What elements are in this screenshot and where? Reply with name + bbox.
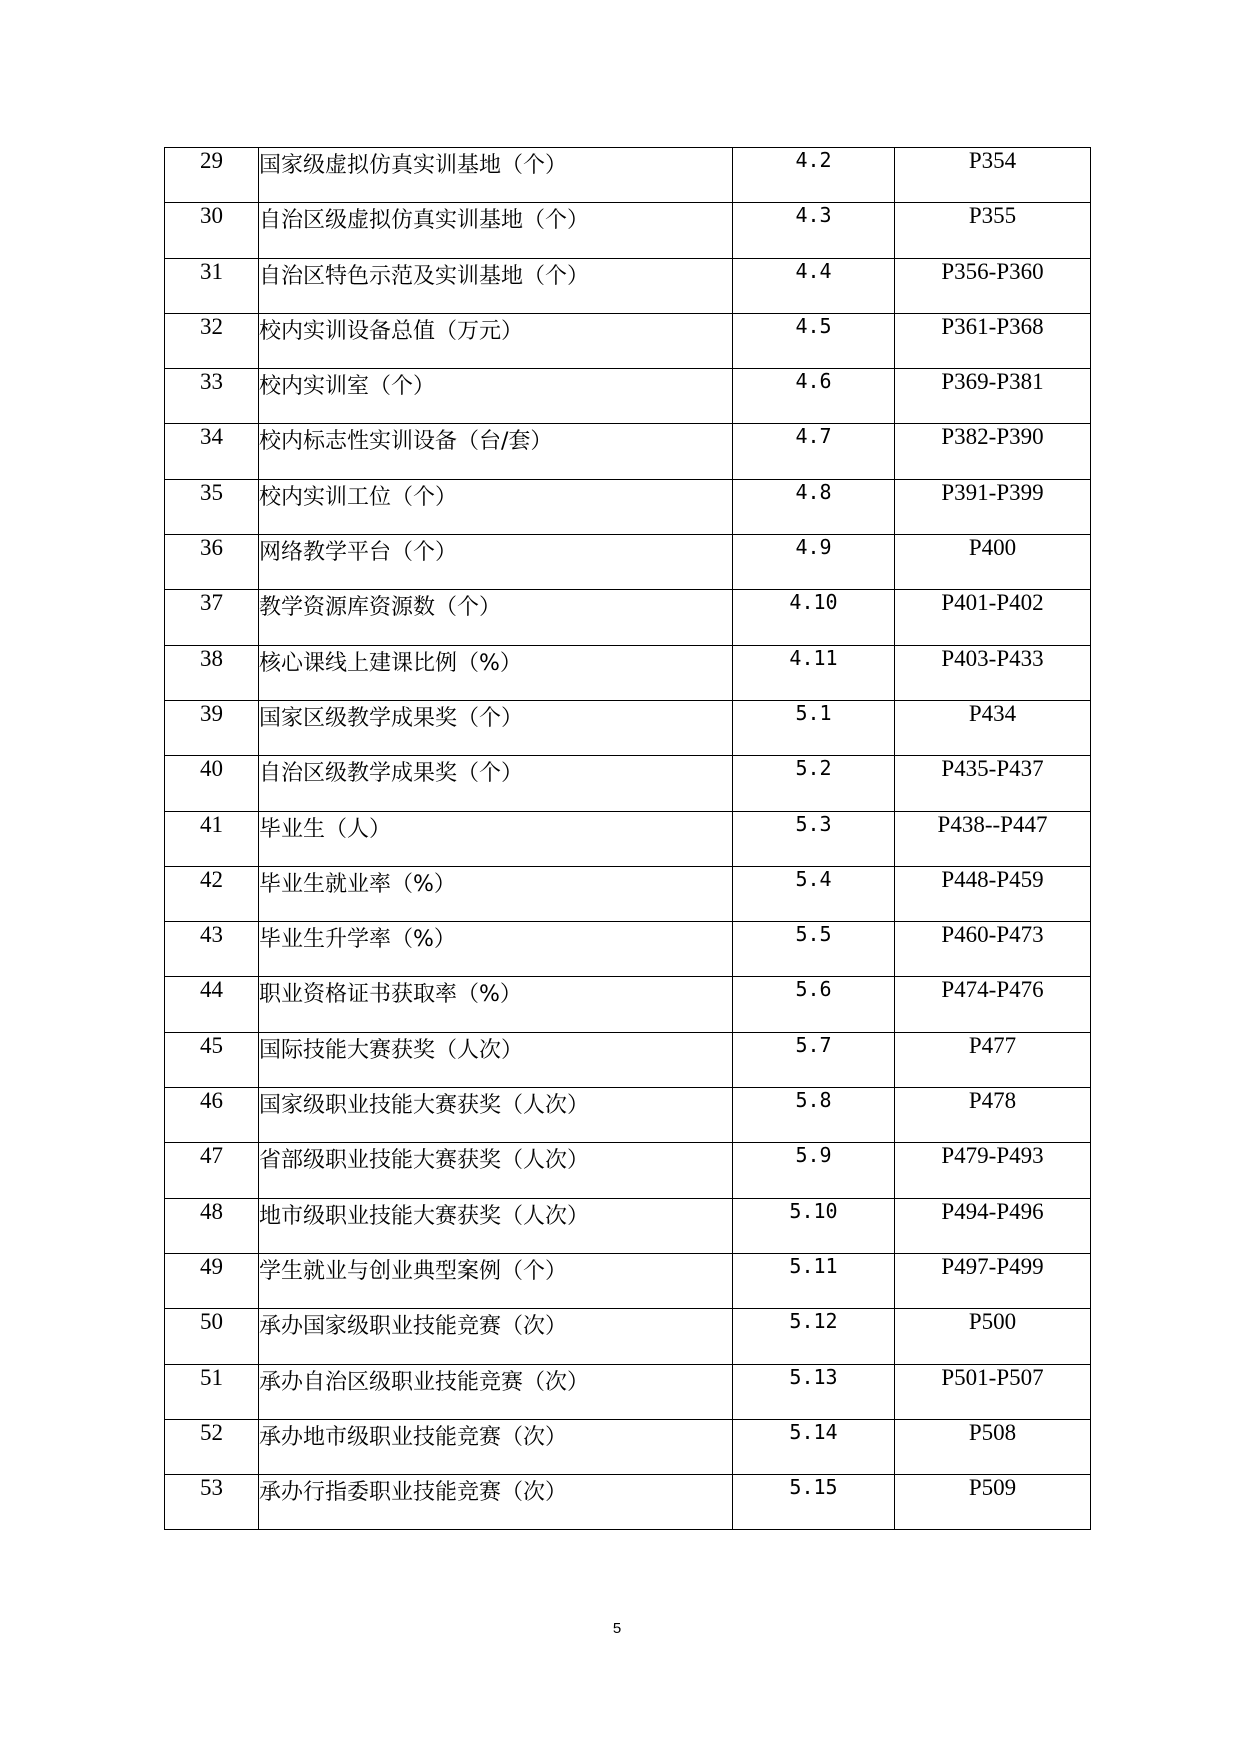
row-number: 40 xyxy=(165,756,259,811)
table-row xyxy=(165,922,1091,977)
indicator-name: 地市级职业技能大赛获奖（人次） xyxy=(259,1198,733,1253)
page-range: P369-P381 xyxy=(895,369,1091,424)
row-number: 36 xyxy=(165,535,259,590)
table-row xyxy=(165,479,1091,534)
section-number: 4.6 xyxy=(733,369,895,424)
page-range: P391-P399 xyxy=(895,479,1091,534)
indicator-name: 省部级职业技能大赛获奖（人次） xyxy=(259,1143,733,1198)
section-number: 5.11 xyxy=(733,1253,895,1308)
table-row xyxy=(165,590,1091,645)
row-number: 38 xyxy=(165,645,259,700)
table-row xyxy=(165,424,1091,479)
row-number: 50 xyxy=(165,1309,259,1364)
table-row xyxy=(165,1143,1091,1198)
page-range: P438--P447 xyxy=(895,811,1091,866)
table-row xyxy=(165,313,1091,368)
section-number: 5.6 xyxy=(733,977,895,1032)
table-row xyxy=(165,1309,1091,1364)
row-number: 48 xyxy=(165,1198,259,1253)
section-number: 5.12 xyxy=(733,1309,895,1364)
page-range: P403-P433 xyxy=(895,645,1091,700)
indicator-name: 自治区级虚拟仿真实训基地（个） xyxy=(259,203,733,258)
section-number: 5.3 xyxy=(733,811,895,866)
section-number: 4.10 xyxy=(733,590,895,645)
table-row xyxy=(165,700,1091,755)
row-number: 37 xyxy=(165,590,259,645)
page-range: P435-P437 xyxy=(895,756,1091,811)
indicator-name: 自治区特色示范及实训基地（个） xyxy=(259,258,733,313)
page-number: 5 xyxy=(612,1620,622,1637)
row-number: 42 xyxy=(165,866,259,921)
indicator-name: 教学资源库资源数（个） xyxy=(259,590,733,645)
indicator-name: 承办自治区级职业技能竞赛（次） xyxy=(259,1364,733,1419)
indicator-name: 国家级虚拟仿真实训基地（个） xyxy=(259,148,733,203)
table-row xyxy=(165,1198,1091,1253)
indicator-name: 核心课线上建课比例（%） xyxy=(259,645,733,700)
page-range: P434 xyxy=(895,700,1091,755)
table-row xyxy=(165,203,1091,258)
section-number: 5.2 xyxy=(733,756,895,811)
section-number: 5.5 xyxy=(733,922,895,977)
indicator-name: 承办行指委职业技能竞赛（次） xyxy=(259,1475,733,1530)
table-row xyxy=(165,535,1091,590)
section-number: 4.3 xyxy=(733,203,895,258)
section-number: 4.8 xyxy=(733,479,895,534)
row-number: 35 xyxy=(165,479,259,534)
indicator-name: 职业资格证书获取率（%） xyxy=(259,977,733,1032)
section-number: 5.4 xyxy=(733,866,895,921)
indicator-name: 毕业生就业率（%） xyxy=(259,866,733,921)
row-number: 33 xyxy=(165,369,259,424)
row-number: 31 xyxy=(165,258,259,313)
section-number: 4.11 xyxy=(733,645,895,700)
table-row xyxy=(165,369,1091,424)
table-row xyxy=(165,811,1091,866)
row-number: 46 xyxy=(165,1088,259,1143)
indicator-name: 校内标志性实训设备（台/套） xyxy=(259,424,733,479)
page-range: P478 xyxy=(895,1088,1091,1143)
page-range: P501-P507 xyxy=(895,1364,1091,1419)
page-range: P356-P360 xyxy=(895,258,1091,313)
page-range: P400 xyxy=(895,535,1091,590)
row-number: 44 xyxy=(165,977,259,1032)
section-number: 5.7 xyxy=(733,1032,895,1087)
section-number: 5.10 xyxy=(733,1198,895,1253)
section-number: 5.1 xyxy=(733,700,895,755)
indicator-name: 校内实训设备总值（万元） xyxy=(259,313,733,368)
indicator-name: 国际技能大赛获奖（人次） xyxy=(259,1032,733,1087)
row-number: 43 xyxy=(165,922,259,977)
page-range: P401-P402 xyxy=(895,590,1091,645)
indicator-name: 网络教学平台（个） xyxy=(259,535,733,590)
row-number: 53 xyxy=(165,1475,259,1530)
section-number: 5.14 xyxy=(733,1419,895,1474)
row-number: 39 xyxy=(165,700,259,755)
indicator-name: 毕业生（人） xyxy=(259,811,733,866)
indicator-name: 校内实训工位（个） xyxy=(259,479,733,534)
table-row xyxy=(165,1419,1091,1474)
page-range: P508 xyxy=(895,1419,1091,1474)
section-number: 5.15 xyxy=(733,1475,895,1530)
section-number: 5.9 xyxy=(733,1143,895,1198)
page-range: P354 xyxy=(895,148,1091,203)
index-table xyxy=(164,147,1091,1530)
page-range: P382-P390 xyxy=(895,424,1091,479)
table-row xyxy=(165,1088,1091,1143)
page-range: P479-P493 xyxy=(895,1143,1091,1198)
section-number: 4.7 xyxy=(733,424,895,479)
section-number: 5.8 xyxy=(733,1088,895,1143)
table-row xyxy=(165,866,1091,921)
page-range: P497-P499 xyxy=(895,1253,1091,1308)
page-range: P355 xyxy=(895,203,1091,258)
row-number: 34 xyxy=(165,424,259,479)
row-number: 45 xyxy=(165,1032,259,1087)
row-number: 49 xyxy=(165,1253,259,1308)
row-number: 32 xyxy=(165,313,259,368)
page-range: P361-P368 xyxy=(895,313,1091,368)
row-number: 52 xyxy=(165,1419,259,1474)
indicator-name: 学生就业与创业典型案例（个） xyxy=(259,1253,733,1308)
row-number: 47 xyxy=(165,1143,259,1198)
table-row xyxy=(165,1032,1091,1087)
indicator-name: 国家级职业技能大赛获奖（人次） xyxy=(259,1088,733,1143)
row-number: 30 xyxy=(165,203,259,258)
page-range: P500 xyxy=(895,1309,1091,1364)
row-number: 51 xyxy=(165,1364,259,1419)
page-range: P448-P459 xyxy=(895,866,1091,921)
indicator-name: 承办地市级职业技能竞赛（次） xyxy=(259,1419,733,1474)
table-row xyxy=(165,148,1091,203)
indicator-name: 承办国家级职业技能竞赛（次） xyxy=(259,1309,733,1364)
section-number: 4.5 xyxy=(733,313,895,368)
page-range: P509 xyxy=(895,1475,1091,1530)
index-table-body xyxy=(165,148,1091,1530)
indicator-name: 毕业生升学率（%） xyxy=(259,922,733,977)
page-range: P494-P496 xyxy=(895,1198,1091,1253)
indicator-name: 自治区级教学成果奖（个） xyxy=(259,756,733,811)
page-range: P474-P476 xyxy=(895,977,1091,1032)
indicator-name: 校内实训室（个） xyxy=(259,369,733,424)
table-row xyxy=(165,977,1091,1032)
section-number: 4.4 xyxy=(733,258,895,313)
table-row xyxy=(165,258,1091,313)
table-row xyxy=(165,1364,1091,1419)
row-number: 41 xyxy=(165,811,259,866)
table-row xyxy=(165,645,1091,700)
row-number: 29 xyxy=(165,148,259,203)
table-row xyxy=(165,1253,1091,1308)
section-number: 5.13 xyxy=(733,1364,895,1419)
table-row xyxy=(165,1475,1091,1530)
page-range: P460-P473 xyxy=(895,922,1091,977)
section-number: 4.9 xyxy=(733,535,895,590)
section-number: 4.2 xyxy=(733,148,895,203)
indicator-name: 国家区级教学成果奖（个） xyxy=(259,700,733,755)
table-row xyxy=(165,756,1091,811)
page-range: P477 xyxy=(895,1032,1091,1087)
